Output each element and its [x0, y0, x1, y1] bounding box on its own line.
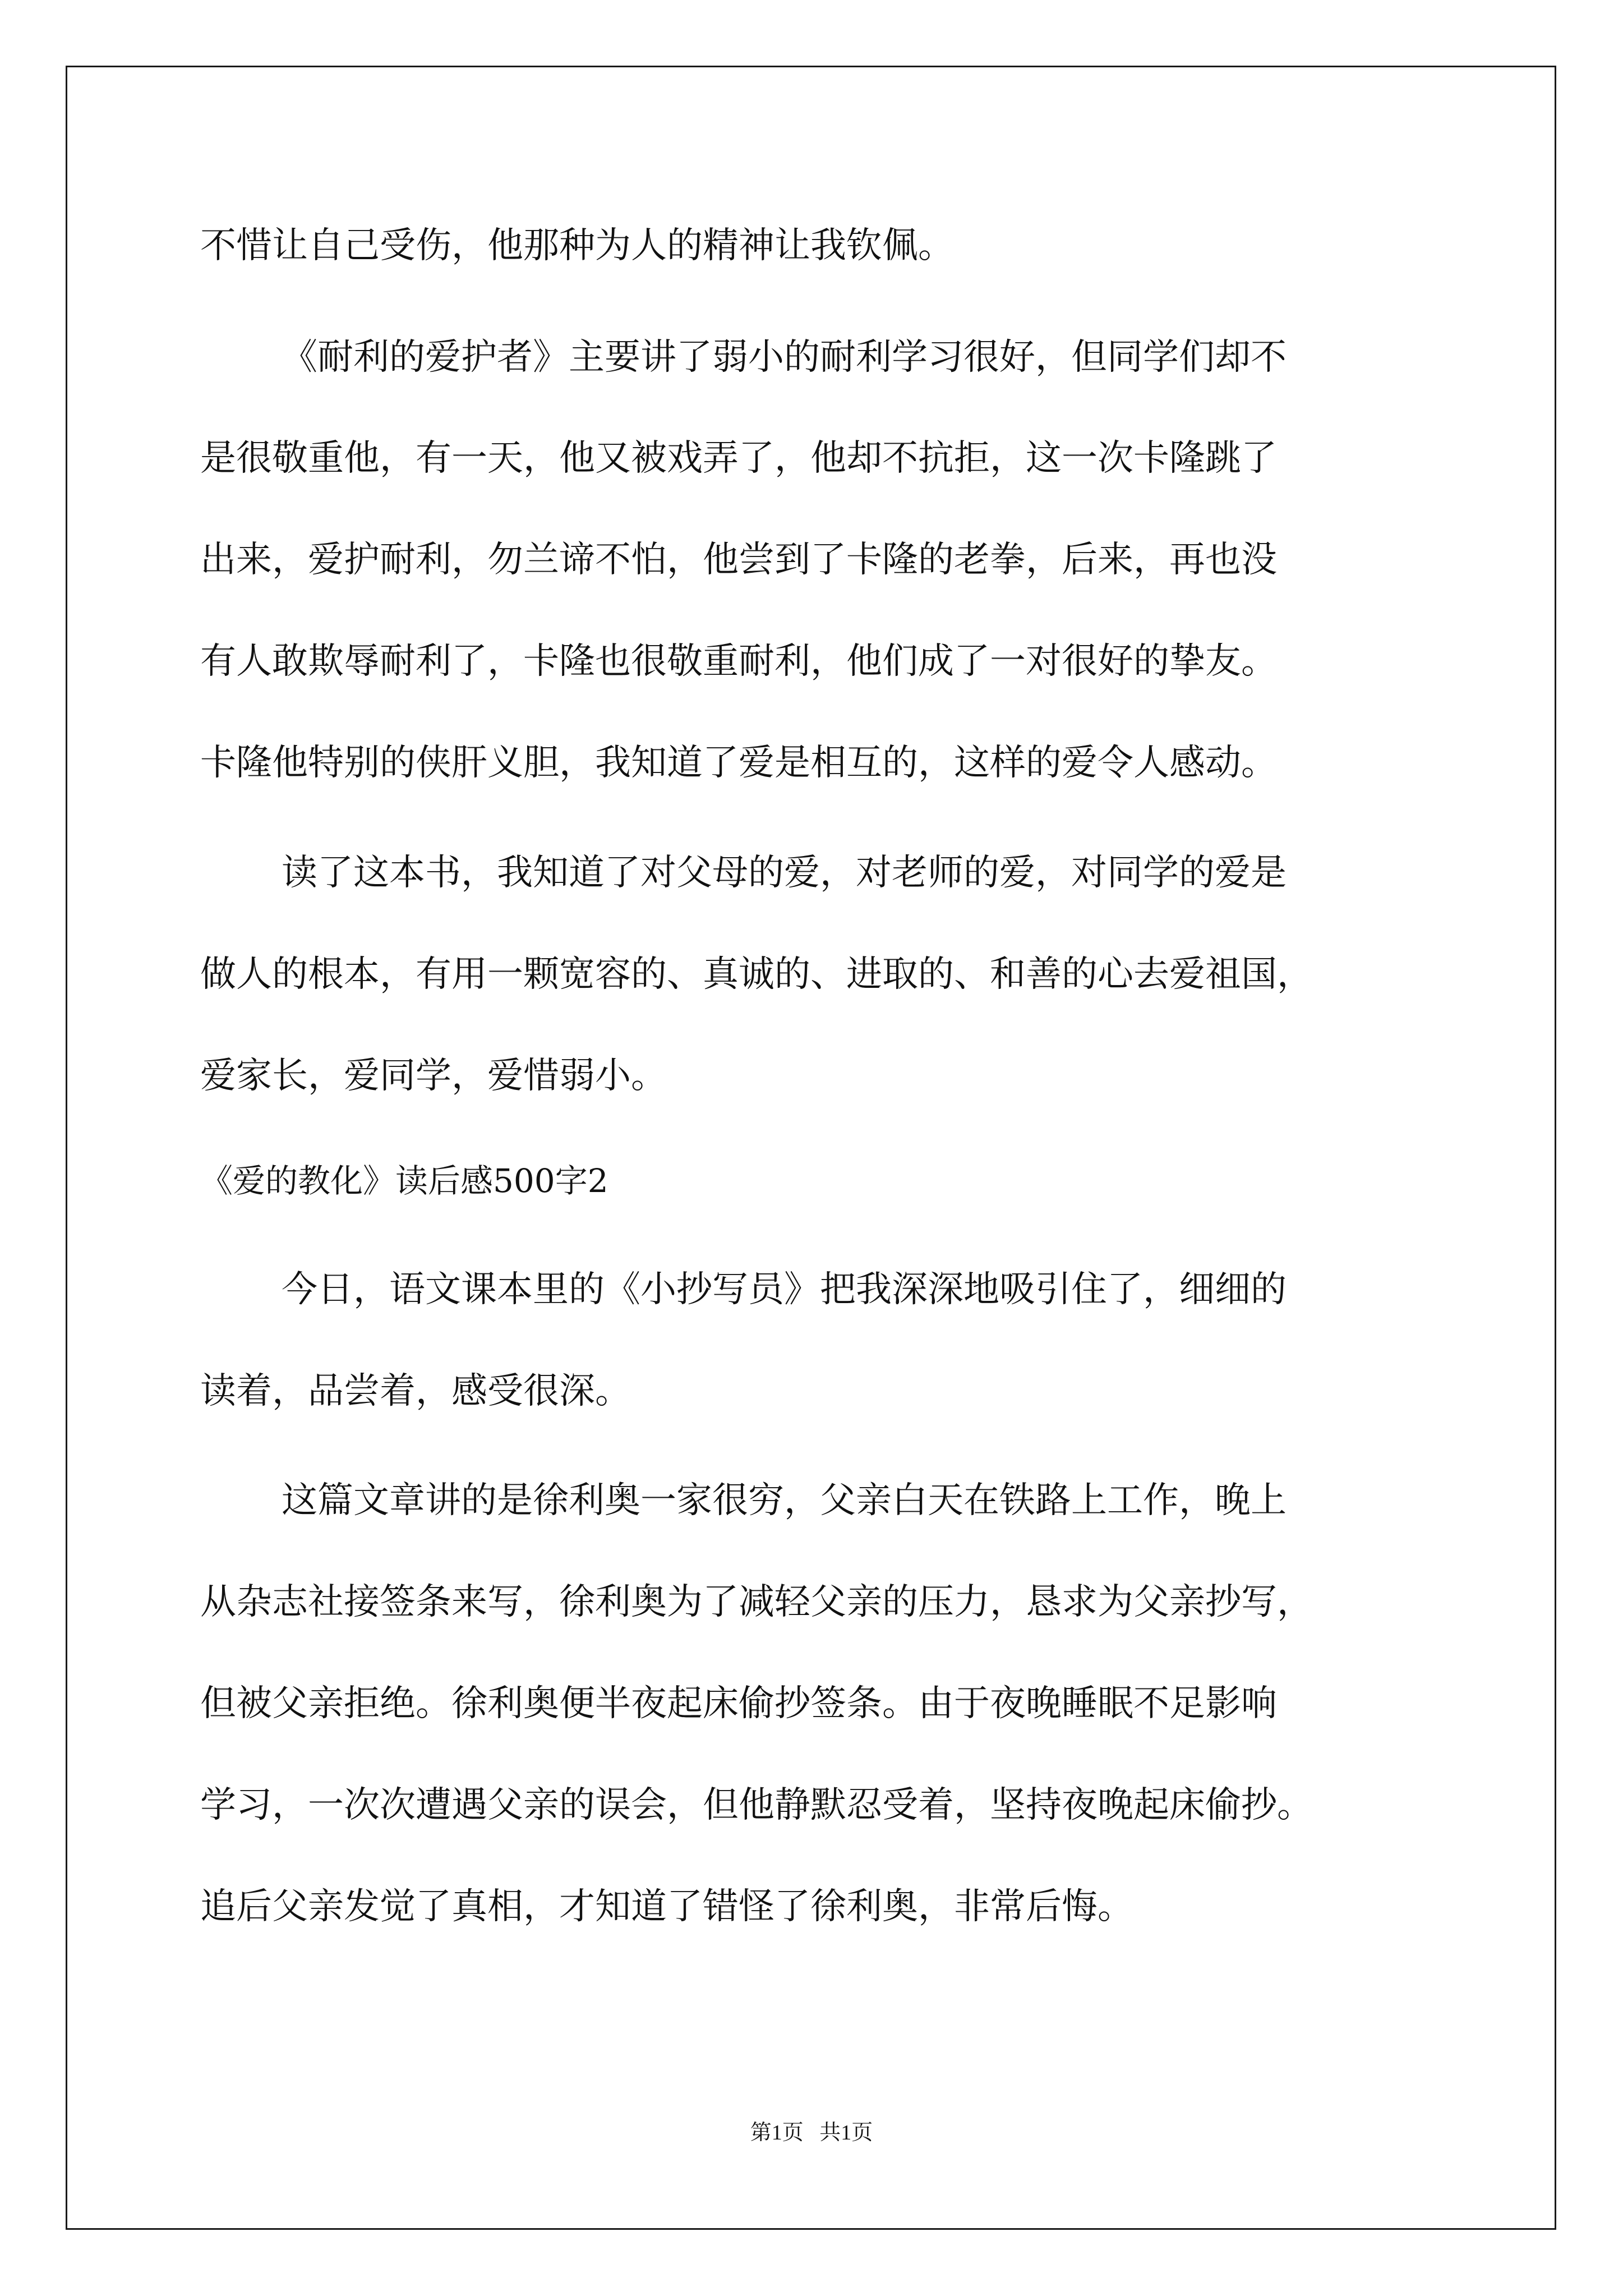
paragraph-line: 做人的根本，有用一颗宽容的、真诚的、进取的、和善的心去爱祖国，	[200, 954, 1313, 995]
paragraph-line: 读了这本书，我知道了对父母的爱，对老师的爱，对同学的爱是	[282, 852, 1287, 894]
paragraph-line: 这篇文章讲的是徐利奥一家很穷，父亲白天在铁路上工作，晚上	[282, 1480, 1287, 1521]
paragraph-line: 今日，语文课本里的《小抄写员》把我深深地吸引住了，细细的	[282, 1269, 1287, 1310]
paragraph-line: 但被父亲拒绝。徐利奥便半夜起床偷抄签条。由于夜晚睡眠不足影响	[200, 1683, 1277, 1724]
paragraph-line: 有人敢欺辱耐利了，卡隆也很敬重耐利，他们成了一对很好的挚友。	[200, 641, 1277, 682]
paragraph-line: 出来，爱护耐利，勿兰谛不怕，他尝到了卡隆的老拳，后来，再也没	[200, 539, 1277, 581]
paragraph-line: 爱家长，爱同学，爱惜弱小。	[200, 1055, 667, 1097]
page-number-footer: 第1页 共1页	[750, 2121, 873, 2145]
paragraph-line: 《耐利的爱护者》主要讲了弱小的耐利学习很好，但同学们却不	[282, 337, 1287, 378]
paragraph-line: 读着，品尝着，感受很深。	[200, 1370, 631, 1412]
paragraph-line: 卡隆他特别的侠肝义胆，我知道了爱是相互的，这样的爱令人感动。	[200, 742, 1277, 784]
paragraph-line: 是很敬重他，有一天，他又被戏弄了，他却不抗拒，这一次卡隆跳了	[200, 438, 1277, 479]
paragraph-line: 追后父亲发觉了真相，才知道了错怪了徐利奥，非常后悔。	[200, 1886, 1133, 1927]
paragraph-line: 学习，一次次遭遇父亲的误会，但他静默忍受着，坚持夜晚起床偷抄。	[200, 1784, 1313, 1826]
paragraph-line: 从杂志社接签条来写，徐利奥为了减轻父亲的压力，恳求为父亲抄写，	[200, 1581, 1313, 1623]
section-heading: 《爱的教化》读后感500字2	[200, 1162, 608, 1200]
paragraph-line: 不惜让自己受伤，他那种为人的精神让我钦佩。	[200, 225, 954, 266]
